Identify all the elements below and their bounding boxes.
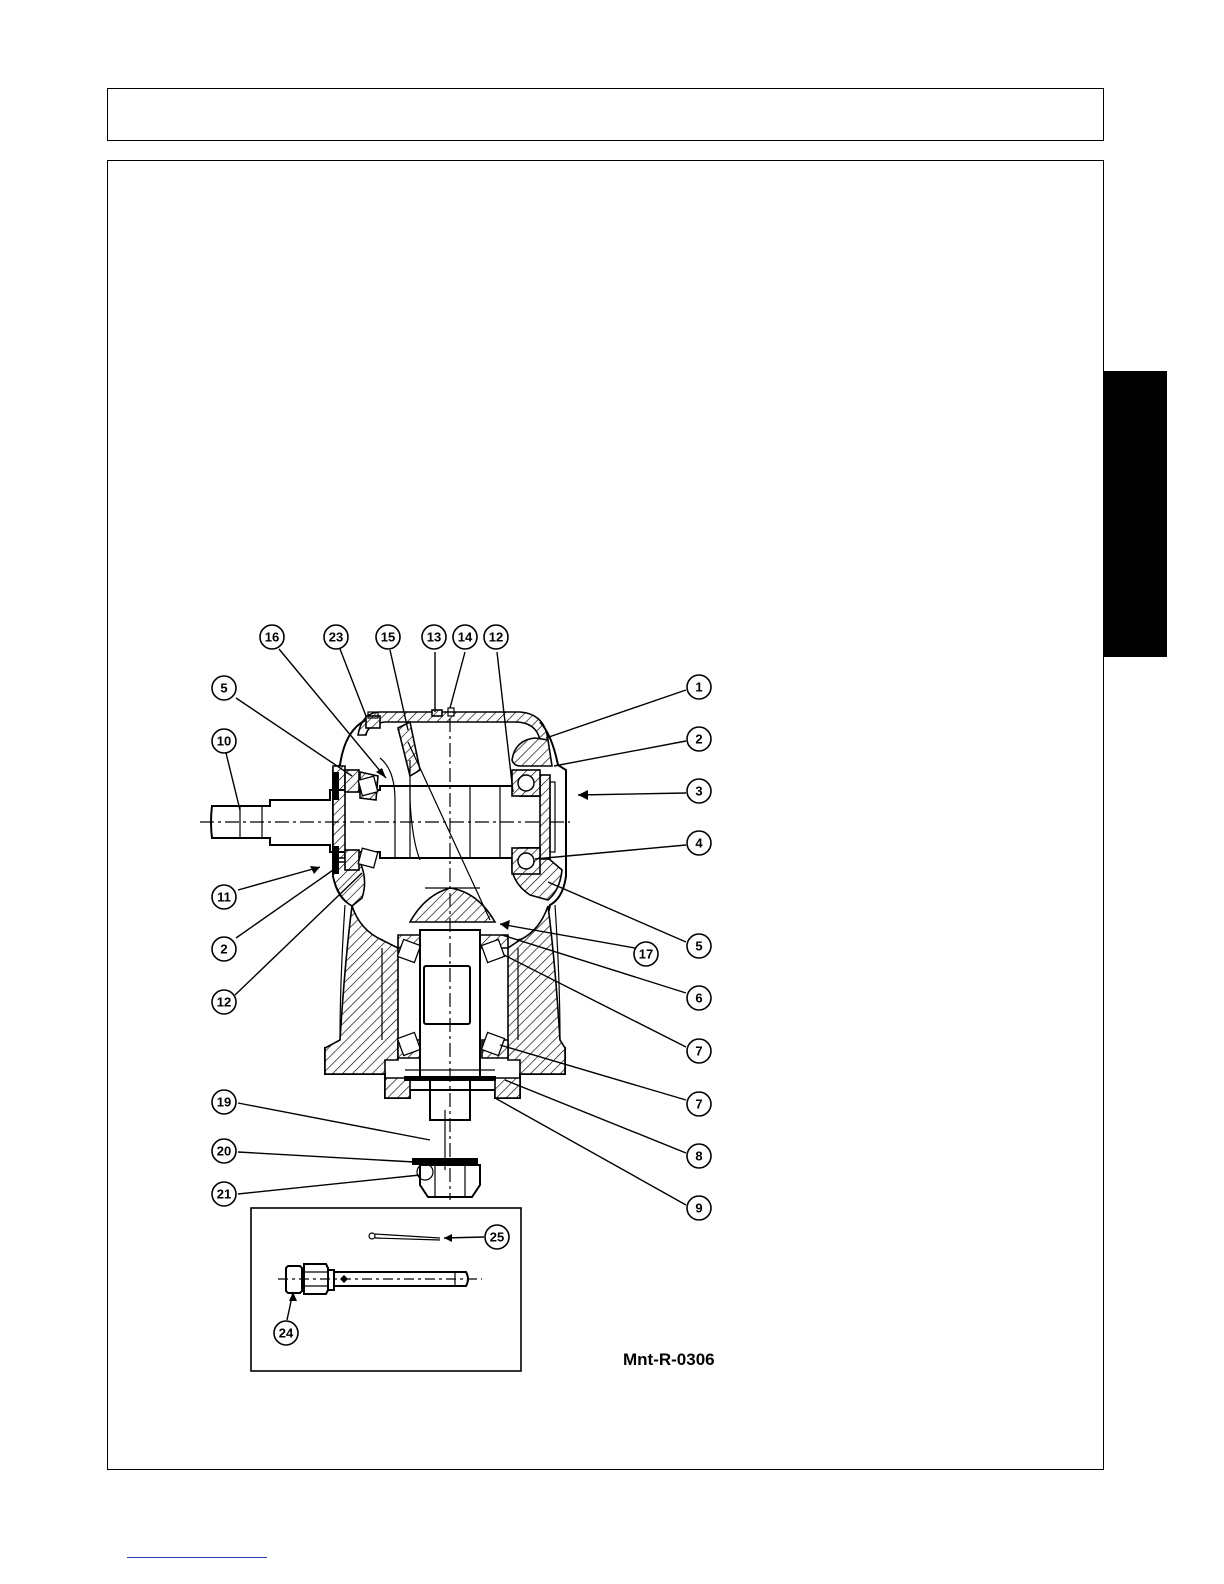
svg-text:8: 8 bbox=[695, 1148, 703, 1164]
svg-text:2: 2 bbox=[220, 941, 228, 957]
svg-text:9: 9 bbox=[695, 1200, 703, 1216]
callout-12 bbox=[212, 990, 236, 1014]
callout-2-left bbox=[212, 937, 236, 961]
svg-text:19: 19 bbox=[216, 1094, 232, 1110]
callout-15 bbox=[453, 625, 477, 649]
callout-24 bbox=[274, 1321, 298, 1345]
svg-text:12: 12 bbox=[216, 994, 232, 1010]
callout-20 bbox=[212, 1090, 236, 1114]
svg-text:15: 15 bbox=[380, 629, 396, 645]
callout-2-right bbox=[687, 727, 711, 751]
svg-text:14: 14 bbox=[457, 629, 473, 645]
callout-5-right bbox=[687, 934, 711, 958]
callout-22 bbox=[212, 1182, 236, 1206]
svg-text:13: 13 bbox=[426, 629, 442, 645]
svg-text:17: 17 bbox=[638, 946, 654, 962]
callout-10 bbox=[212, 729, 236, 753]
svg-text:6: 6 bbox=[695, 990, 703, 1006]
svg-text:20: 20 bbox=[216, 1143, 232, 1159]
callout-25 bbox=[485, 1225, 509, 1249]
callout-8 bbox=[687, 1144, 711, 1168]
callout-21 bbox=[212, 1139, 236, 1163]
callout-16 bbox=[376, 625, 400, 649]
svg-text:11: 11 bbox=[217, 889, 231, 905]
svg-text:23: 23 bbox=[328, 629, 344, 645]
svg-text:5: 5 bbox=[695, 938, 703, 954]
callout-9 bbox=[687, 1196, 711, 1220]
callout-17 bbox=[260, 625, 284, 649]
svg-text:3: 3 bbox=[695, 783, 703, 799]
svg-text:5: 5 bbox=[220, 680, 228, 696]
svg-text:7: 7 bbox=[695, 1096, 703, 1112]
callout-11 bbox=[212, 885, 236, 909]
svg-text:2: 2 bbox=[695, 731, 703, 747]
callout-4 bbox=[687, 831, 711, 855]
svg-text:1: 1 bbox=[695, 679, 703, 695]
svg-text:7: 7 bbox=[695, 1043, 703, 1059]
callout-5-left bbox=[212, 676, 236, 700]
callout-6 bbox=[687, 986, 711, 1010]
svg-text:24: 24 bbox=[278, 1325, 294, 1341]
svg-text:21: 21 bbox=[216, 1186, 232, 1202]
figure-id-label: Mnt-R-0306 bbox=[623, 1350, 715, 1369]
svg-text:16: 16 bbox=[264, 629, 280, 645]
callout-23 bbox=[324, 625, 348, 649]
callout-19 bbox=[634, 942, 658, 966]
svg-text:4: 4 bbox=[695, 835, 703, 851]
callout-7-lower bbox=[687, 1092, 711, 1116]
callout-1 bbox=[687, 675, 711, 699]
svg-text:25: 25 bbox=[489, 1229, 505, 1245]
callout-7-upper bbox=[687, 1039, 711, 1063]
callout-13 bbox=[422, 625, 446, 649]
callout-3 bbox=[687, 779, 711, 803]
svg-text:10: 10 bbox=[216, 733, 232, 749]
svg-text:12: 12 bbox=[488, 629, 504, 645]
callout-14 bbox=[484, 625, 508, 649]
